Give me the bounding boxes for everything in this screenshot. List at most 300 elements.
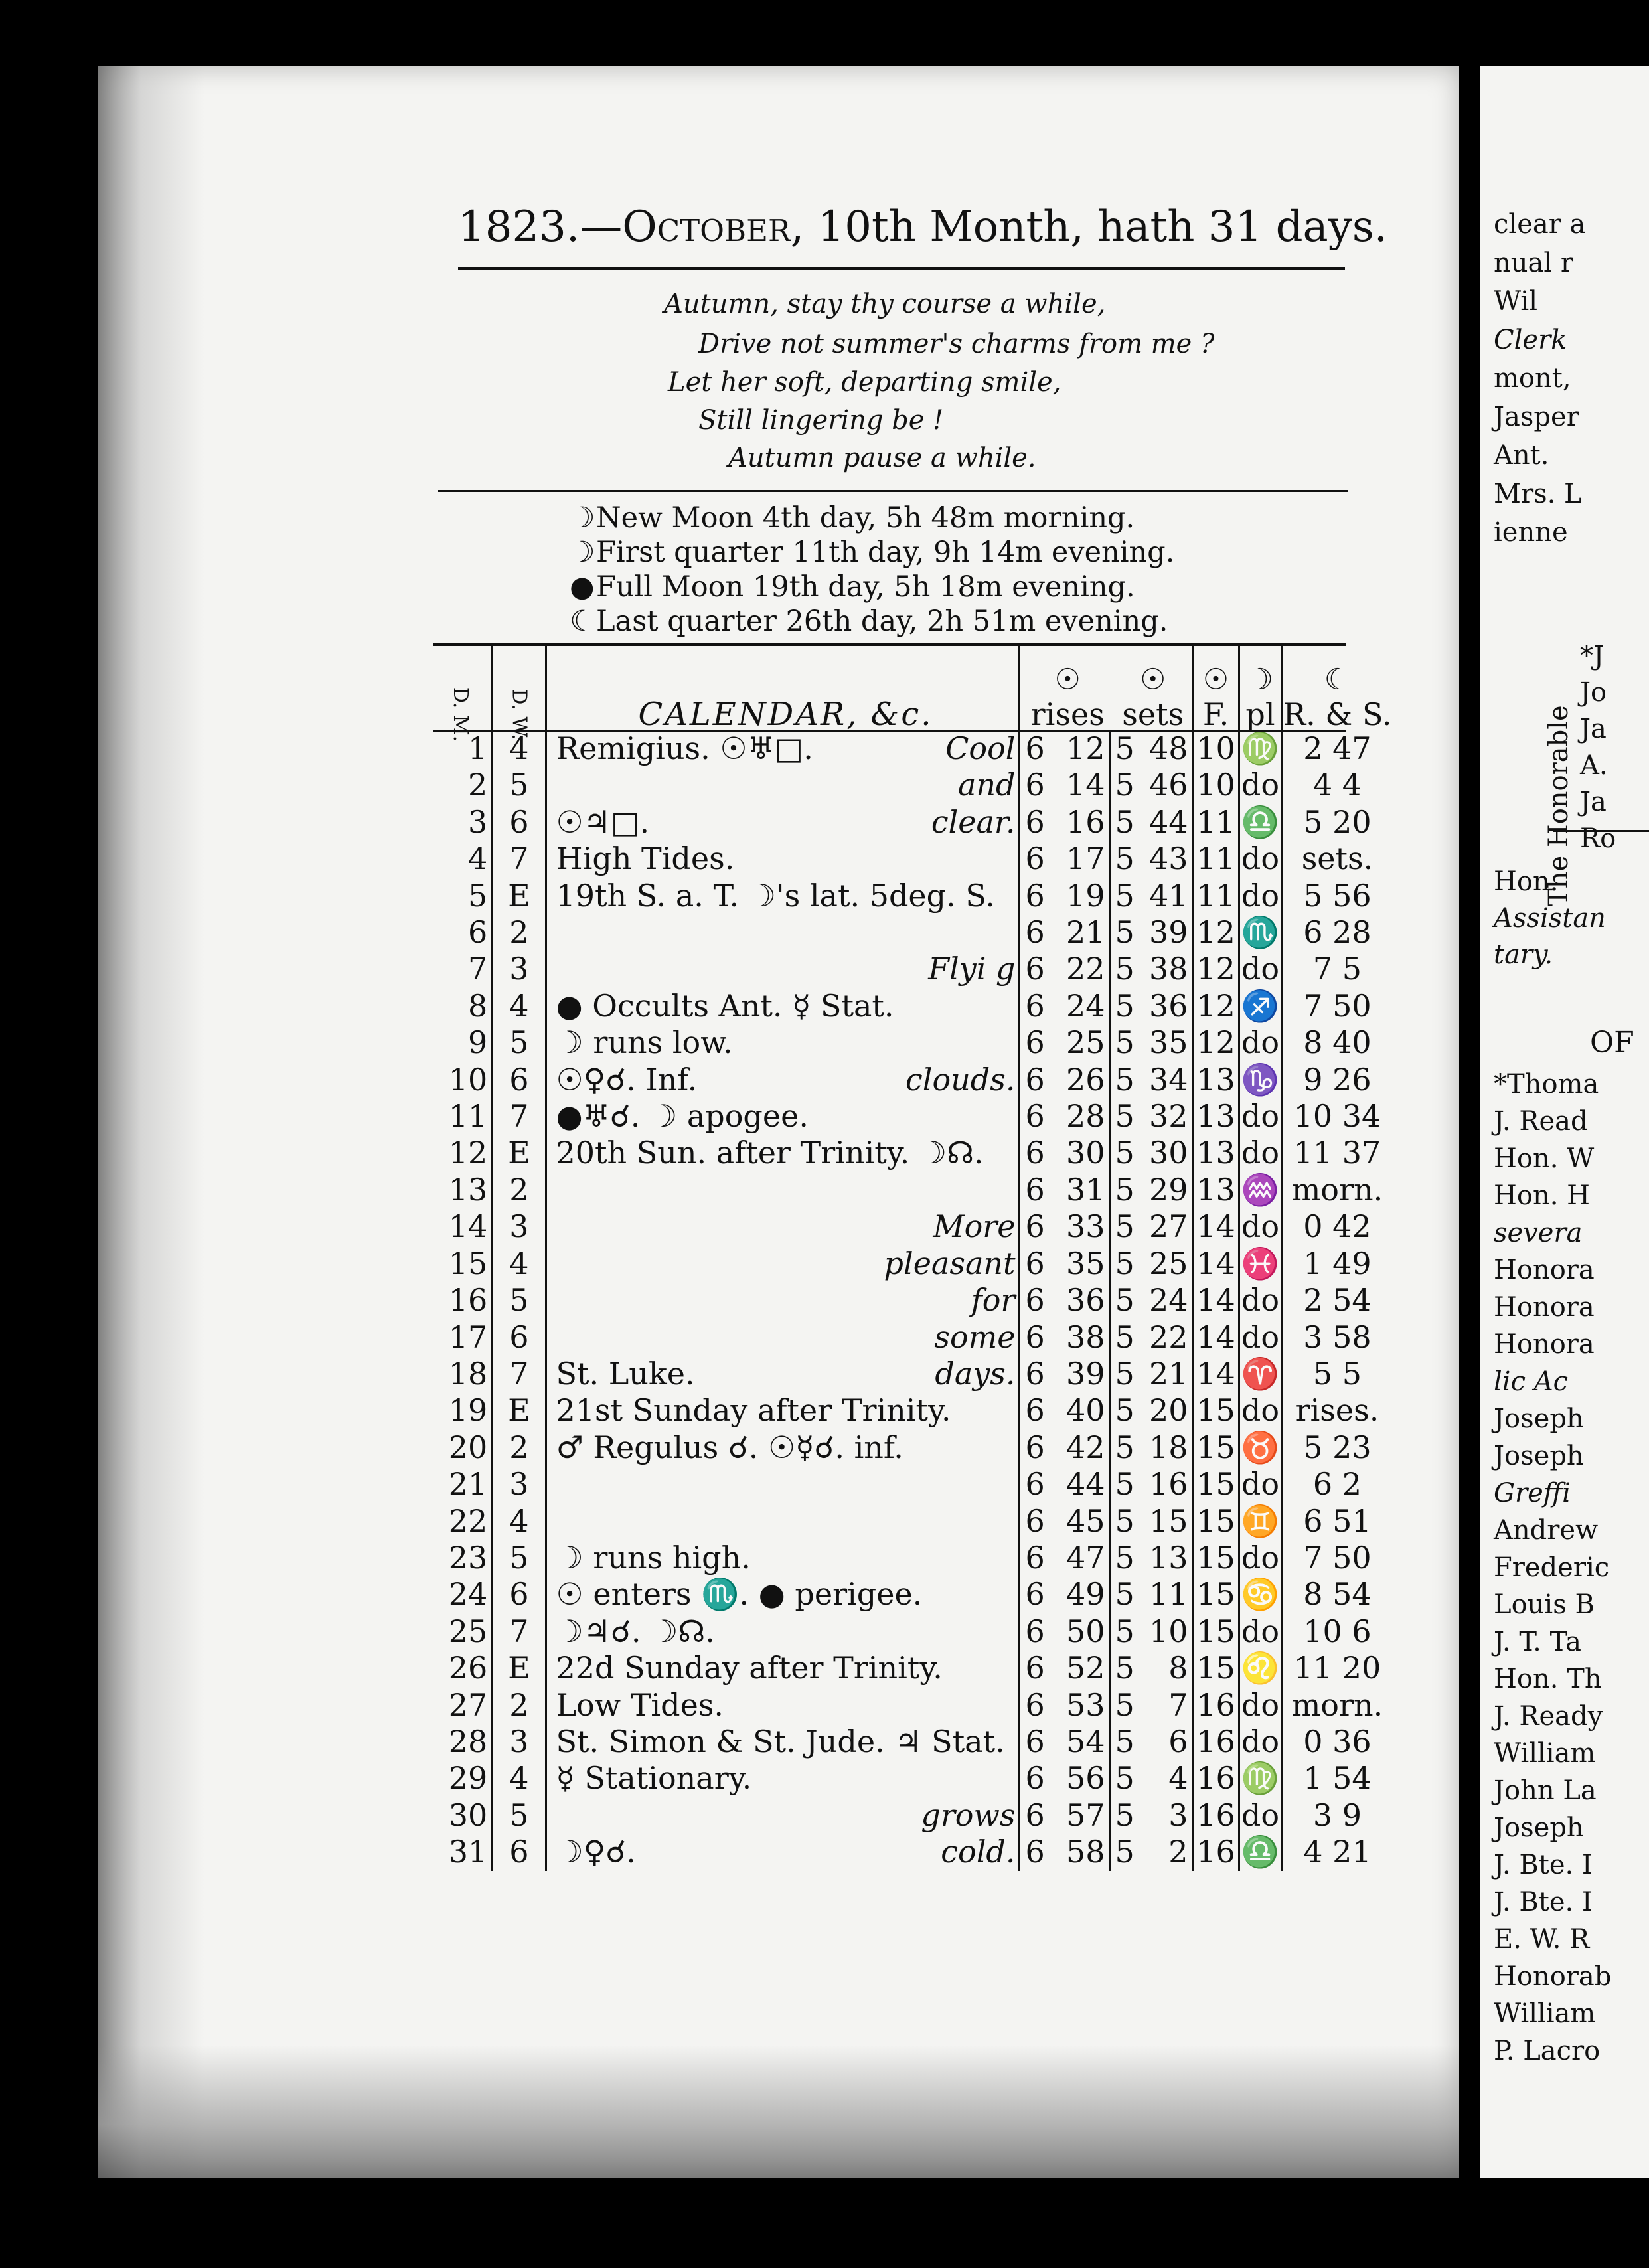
table-row <box>433 804 1391 841</box>
day-of-month-cell: 17 <box>433 1319 493 1356</box>
day-of-month-cell: 23 <box>433 1540 493 1576</box>
sunset-hour-cell: 5 <box>1115 803 1135 840</box>
full-sea-cell: 15 <box>1193 1540 1239 1576</box>
sunrise-hour-cell: 6 <box>1019 1282 1059 1319</box>
calendar-entry-cell <box>546 1024 1019 1061</box>
sunrise-hour-cell: 6 <box>1019 1429 1059 1466</box>
sunset-minute-cell: 13 <box>1142 1540 1194 1576</box>
moon-phase-line <box>570 501 1135 534</box>
sunrise-minute-cell: 53 <box>1059 1687 1111 1724</box>
header-year: 1823. <box>458 202 580 252</box>
day-of-week-cell: 4 <box>493 1760 546 1797</box>
table-row <box>433 1429 1391 1466</box>
table-row <box>433 1319 1391 1356</box>
sunset-minute-cell: 39 <box>1142 914 1194 951</box>
day-of-month-cell: 28 <box>433 1724 493 1760</box>
calendar-entry-cell <box>546 1797 1019 1834</box>
facing-page-line: Hon. Th <box>1494 1664 1602 1694</box>
facing-page-line: Hon. W <box>1494 1143 1595 1174</box>
day-of-month-cell: 11 <box>433 1098 493 1135</box>
page-bottom-edge <box>98 2045 1459 2178</box>
moon-phase-text: Full Moon 19th day, 5h 18m evening. <box>596 570 1135 604</box>
moon-place-cell: ♍ <box>1239 730 1282 767</box>
sunset-hour-cell: 5 <box>1115 767 1135 803</box>
moon-rises-sets-cell: 8 40 <box>1303 1024 1372 1061</box>
day-of-week-cell: 7 <box>493 1356 546 1392</box>
event-text: ● Occults Ant. ☿ Stat. <box>556 987 894 1024</box>
day-of-week-cell: 4 <box>493 1246 546 1282</box>
day-of-week-cell: 6 <box>493 804 546 841</box>
sunset-minute-cell: 25 <box>1142 1246 1194 1282</box>
table-row <box>433 1356 1391 1392</box>
sunrise-minute-cell: 35 <box>1059 1246 1111 1282</box>
sunset-minute-cell: 24 <box>1142 1282 1194 1319</box>
table-row <box>433 841 1391 877</box>
facing-page-line: Honora <box>1494 1255 1595 1285</box>
weather-text: some <box>934 1319 1016 1355</box>
poem-line: Still lingering be ! <box>698 405 944 436</box>
day-of-week-cell: 4 <box>493 730 546 767</box>
facing-page-line: ienne <box>1494 517 1568 548</box>
sunrise-minute-cell: 26 <box>1059 1062 1111 1098</box>
weather-text: Flyi g <box>928 951 1016 987</box>
sunset-hour-cell: 5 <box>1115 1760 1135 1797</box>
sunrise-minute-cell: 14 <box>1059 767 1111 803</box>
new-moon-icon: ☽ <box>570 501 595 534</box>
moon-phase-line <box>570 605 1168 638</box>
sunrise-hour-cell: 6 <box>1019 1613 1059 1650</box>
facing-page-line: tary. <box>1494 939 1553 970</box>
calendar-entry-cell <box>546 1834 1019 1870</box>
event-text: 19th S. a. T. ☽'s lat. 5deg. S. <box>556 877 995 914</box>
sunset-hour-cell: 5 <box>1115 841 1135 877</box>
event-text: High Tides. <box>556 841 735 877</box>
sunrise-minute-cell: 22 <box>1059 951 1111 987</box>
sunset-minute-cell: 7 <box>1142 1687 1194 1724</box>
day-of-week-cell: 5 <box>493 1282 546 1319</box>
moon-place-cell: do <box>1239 1098 1282 1135</box>
sunrise-hour-cell: 6 <box>1019 1135 1059 1171</box>
moon-place-cell: ♉ <box>1239 1429 1282 1466</box>
full-sea-cell: 16 <box>1193 1687 1239 1724</box>
sunrise-hour-cell: 6 <box>1019 1834 1059 1870</box>
table-row <box>433 951 1391 987</box>
calendar-entry-cell <box>546 1062 1019 1098</box>
day-of-month-cell: 31 <box>433 1834 493 1870</box>
moon-rises-sets-cell: 0 42 <box>1303 1208 1372 1245</box>
table-row <box>433 1724 1391 1760</box>
sunset-minute-cell: 32 <box>1142 1098 1194 1135</box>
day-of-month-cell: 3 <box>433 804 493 841</box>
col-sun-sets: ☉ sets <box>1110 644 1193 730</box>
first-quarter-icon: ☽ <box>570 536 595 569</box>
sunrise-hour-cell: 6 <box>1019 1024 1059 1061</box>
sunrise-minute-cell: 30 <box>1059 1135 1111 1171</box>
sunset-hour-cell: 5 <box>1115 1429 1135 1465</box>
sunrise-hour-cell: 6 <box>1019 1797 1059 1834</box>
poem-line: Drive not summer's charms from me ? <box>698 329 1215 359</box>
sunrise-hour-cell: 6 <box>1019 767 1059 803</box>
sunrise-minute-cell: 16 <box>1059 804 1111 841</box>
facing-page-line: severa <box>1494 1218 1583 1248</box>
moon-place-cell: do <box>1239 1613 1282 1650</box>
sunset-hour-cell: 5 <box>1115 1355 1135 1392</box>
calendar-entry-cell <box>546 1208 1019 1245</box>
facing-page-line: lic Ac <box>1494 1366 1568 1397</box>
sunrise-minute-cell: 54 <box>1059 1724 1111 1760</box>
moon-place-cell: ♒ <box>1239 1172 1282 1208</box>
moon-place-cell: do <box>1239 1540 1282 1576</box>
moon-rises-sets-cell: 6 2 <box>1312 1466 1362 1502</box>
col-day-of-week: D. W. <box>493 644 546 730</box>
sunset-hour-cell: 5 <box>1115 1797 1135 1833</box>
sunrise-hour-cell: 6 <box>1019 730 1059 767</box>
moon-place-cell: ♑ <box>1239 1062 1282 1098</box>
event-text: 22d Sunday after Trinity. <box>556 1650 943 1686</box>
moon-rises-sets-cell: 4 4 <box>1312 767 1362 803</box>
sunrise-minute-cell: 40 <box>1059 1392 1111 1429</box>
sunrise-hour-cell: 6 <box>1019 878 1059 914</box>
moon-place-cell: ♐ <box>1239 988 1282 1024</box>
table-row <box>433 988 1391 1024</box>
moon-place-cell: do <box>1239 1208 1282 1245</box>
day-of-week-cell: E <box>493 1135 546 1171</box>
event-text: 20th Sun. after Trinity. ☽☊. <box>556 1135 984 1171</box>
sunrise-hour-cell: 6 <box>1019 1760 1059 1797</box>
moon-rises-sets-cell: 1 49 <box>1303 1245 1372 1281</box>
table-row <box>433 1282 1391 1319</box>
sunrise-hour-cell: 6 <box>1019 841 1059 877</box>
moon-rises-sets-cell: 0 36 <box>1303 1723 1372 1759</box>
full-sea-cell: 16 <box>1193 1797 1239 1834</box>
full-sea-cell: 11 <box>1193 878 1239 914</box>
sunrise-hour-cell: 6 <box>1019 1724 1059 1760</box>
sunset-minute-cell: 46 <box>1142 767 1194 803</box>
sunrise-hour-cell: 6 <box>1019 1356 1059 1392</box>
sunrise-hour-cell: 6 <box>1019 951 1059 987</box>
moon-rises-sets-cell: 5 56 <box>1303 877 1372 914</box>
full-sea-cell: 15 <box>1193 1503 1239 1540</box>
moon-rises-sets-cell: 6 28 <box>1303 914 1372 951</box>
day-of-week-cell: E <box>493 878 546 914</box>
full-sea-cell: 15 <box>1193 1613 1239 1650</box>
facing-page-line: William <box>1494 1998 1596 2029</box>
day-of-week-cell: E <box>493 1650 546 1686</box>
col-sun-rises: ☉ rises <box>1019 644 1110 730</box>
sunrise-minute-cell: 42 <box>1059 1429 1111 1466</box>
moon-place-cell: do <box>1239 1319 1282 1356</box>
moon-rises-sets-cell: 2 47 <box>1303 730 1372 766</box>
calendar-entry-cell <box>546 1613 1019 1650</box>
calendar-entry-cell <box>546 1576 1019 1613</box>
full-sea-cell: 13 <box>1193 1098 1239 1135</box>
sunset-hour-cell: 5 <box>1115 1319 1135 1355</box>
day-of-week-cell: 3 <box>493 951 546 987</box>
moon-place-cell: ♎ <box>1239 1834 1282 1870</box>
facing-page-line: Joseph <box>1494 1404 1584 1434</box>
event-text: ☽♀☌. <box>556 1834 636 1870</box>
full-sea-cell: 14 <box>1193 1282 1239 1319</box>
day-of-week-cell: 4 <box>493 988 546 1024</box>
moon-rises-sets-cell: 7 50 <box>1303 987 1372 1024</box>
facing-page-line: Frederic <box>1494 1552 1610 1583</box>
sunrise-hour-cell: 6 <box>1019 1208 1059 1245</box>
sunset-hour-cell: 5 <box>1115 914 1135 951</box>
table-row <box>433 1613 1391 1650</box>
sunrise-minute-cell: 57 <box>1059 1797 1111 1834</box>
sunset-minute-cell: 35 <box>1142 1024 1194 1061</box>
full-sea-cell: 10 <box>1193 730 1239 767</box>
day-of-week-cell: 5 <box>493 1540 546 1576</box>
sunset-minute-cell: 43 <box>1142 841 1194 877</box>
day-of-month-cell: 5 <box>433 878 493 914</box>
facing-page-line: Hon. H <box>1494 1180 1591 1211</box>
day-of-week-cell: 3 <box>493 1466 546 1502</box>
sunset-minute-cell: 10 <box>1142 1613 1194 1650</box>
calendar-entry-cell <box>546 1135 1019 1171</box>
sunrise-hour-cell: 6 <box>1019 1172 1059 1208</box>
table-row <box>433 914 1391 951</box>
calendar-entry-cell <box>546 1650 1019 1686</box>
sunrise-minute-cell: 49 <box>1059 1576 1111 1613</box>
moon-place-cell: do <box>1239 1282 1282 1319</box>
facing-page-line: Clerk <box>1494 325 1567 355</box>
moon-place-cell: ♊ <box>1239 1503 1282 1540</box>
day-of-week-cell: 2 <box>493 1172 546 1208</box>
full-sea-cell: 14 <box>1193 1319 1239 1356</box>
calendar-entry-cell <box>546 767 1019 803</box>
table-row <box>433 1208 1391 1245</box>
day-of-week-cell: 6 <box>493 1062 546 1098</box>
table-row <box>433 1797 1391 1834</box>
full-sea-cell: 10 <box>1193 767 1239 803</box>
facing-page-line: William <box>1494 1738 1596 1769</box>
facing-page-line: Joseph <box>1494 1441 1584 1471</box>
calendar-entry-cell <box>546 1282 1019 1319</box>
moon-place-cell: do <box>1239 1466 1282 1502</box>
sunset-hour-cell: 5 <box>1115 1135 1135 1171</box>
full-sea-cell: 15 <box>1193 1466 1239 1502</box>
facing-page-line: Honora <box>1494 1329 1595 1360</box>
sun-icon: ☉ <box>1140 663 1166 696</box>
poem-line: Let her soft, departing smile, <box>668 367 1061 398</box>
full-sea-cell: 13 <box>1193 1135 1239 1171</box>
facing-page-line: J. T. Ta <box>1494 1627 1582 1657</box>
sunset-hour-cell: 5 <box>1115 1061 1135 1097</box>
sunrise-minute-cell: 56 <box>1059 1760 1111 1797</box>
sunset-hour-cell: 5 <box>1115 730 1135 766</box>
moon-rises-sets-cell: 8 54 <box>1303 1576 1372 1613</box>
sunrise-hour-cell: 6 <box>1019 1098 1059 1135</box>
full-sea-cell: 11 <box>1193 841 1239 877</box>
sunset-hour-cell: 5 <box>1115 1466 1135 1502</box>
table-row <box>433 1687 1391 1724</box>
full-sea-cell: 12 <box>1193 988 1239 1024</box>
day-of-month-cell: 6 <box>433 914 493 951</box>
sunset-hour-cell: 5 <box>1115 987 1135 1024</box>
moon-place-cell: ♋ <box>1239 1576 1282 1613</box>
sunset-minute-cell: 38 <box>1142 951 1194 987</box>
col-calendar: CALENDAR, &c. <box>638 696 933 733</box>
full-sea-cell: 15 <box>1193 1392 1239 1429</box>
event-text: ☽♃☌. ☽☊. <box>556 1613 715 1649</box>
calendar-entry-cell <box>546 988 1019 1024</box>
calendar-entry-cell <box>546 1098 1019 1135</box>
facing-page-line: J. Bte. I <box>1494 1850 1593 1880</box>
facing-page-line: Jo <box>1580 677 1607 708</box>
poem-rule <box>438 490 1348 492</box>
day-of-month-cell: 22 <box>433 1503 493 1540</box>
day-of-week-cell: 2 <box>493 1429 546 1466</box>
moon-place-cell: do <box>1239 951 1282 987</box>
facing-page-line: clear a <box>1494 209 1586 240</box>
sunrise-minute-cell: 52 <box>1059 1650 1111 1686</box>
sunset-hour-cell: 5 <box>1115 1723 1135 1759</box>
moon-place-cell: ♓ <box>1239 1246 1282 1282</box>
day-of-week-cell: 6 <box>493 1319 546 1356</box>
sunrise-hour-cell: 6 <box>1019 1540 1059 1576</box>
facing-page-line: Louis B <box>1494 1589 1595 1620</box>
sunset-hour-cell: 5 <box>1115 1576 1135 1613</box>
moon-place-cell: do <box>1239 1724 1282 1760</box>
calendar-entry-cell <box>546 1356 1019 1392</box>
moon-rises-sets-cell: 3 58 <box>1303 1319 1372 1355</box>
facing-page-line: J. Read <box>1494 1106 1588 1137</box>
weather-text: pleasant <box>884 1245 1016 1281</box>
sunset-hour-cell: 5 <box>1115 1650 1135 1686</box>
calendar-entry-cell <box>546 1246 1019 1282</box>
sunset-minute-cell: 3 <box>1142 1797 1194 1834</box>
moon-rises-sets-cell: 11 37 <box>1293 1135 1381 1171</box>
sunrise-hour-cell: 6 <box>1019 1392 1059 1429</box>
sunrise-hour-cell: 6 <box>1019 1466 1059 1502</box>
weather-text: for <box>971 1282 1016 1319</box>
sunset-minute-cell: 16 <box>1142 1466 1194 1502</box>
moon-rises-sets-cell: 2 54 <box>1303 1282 1372 1319</box>
full-sea-cell: 16 <box>1193 1834 1239 1870</box>
sunrise-minute-cell: 38 <box>1059 1319 1111 1356</box>
col-moon-rises-sets: ☾ R. & S. <box>1283 663 1392 732</box>
table-header-row <box>433 644 1391 730</box>
moon-phase-text: Last quarter 26th day, 2h 51m evening. <box>596 605 1168 638</box>
col-moon-place: ☽ pl <box>1239 644 1282 730</box>
sunrise-minute-cell: 21 <box>1059 914 1111 951</box>
moon-rises-sets-cell: 5 23 <box>1303 1429 1372 1465</box>
facing-page-line: Ro <box>1580 823 1616 854</box>
moon-rises-sets-cell: 7 50 <box>1303 1539 1372 1576</box>
calendar-entry-cell <box>546 1760 1019 1797</box>
day-of-month-cell: 12 <box>433 1135 493 1171</box>
calendar-entry-cell <box>546 841 1019 877</box>
full-sea-cell: 15 <box>1193 1650 1239 1686</box>
facing-page-line: nual r <box>1494 248 1573 278</box>
facing-page-line: Honora <box>1494 1292 1595 1323</box>
sunset-hour-cell: 5 <box>1115 1613 1135 1649</box>
event-text: St. Luke. <box>556 1355 695 1392</box>
moon-rises-sets-cell: 10 34 <box>1293 1098 1381 1135</box>
table-row <box>433 1540 1391 1576</box>
calendar-entry-cell <box>546 1429 1019 1466</box>
poem-line: Autumn, stay thy course a while, <box>664 289 1106 319</box>
weather-text: cold. <box>941 1834 1016 1870</box>
col-full-sea: ☉ F. <box>1193 644 1239 730</box>
moon-rises-sets-cell: sets. <box>1301 841 1374 877</box>
page-edge-shadow <box>98 66 204 2178</box>
full-sea-cell: 15 <box>1193 1429 1239 1466</box>
day-of-month-cell: 20 <box>433 1429 493 1466</box>
full-sea-cell: 13 <box>1193 1172 1239 1208</box>
moon-place-cell: do <box>1239 878 1282 914</box>
table-row <box>433 1098 1391 1135</box>
table-row <box>433 730 1391 767</box>
moon-rises-sets-cell: morn. <box>1291 1686 1383 1723</box>
sunset-hour-cell: 5 <box>1115 1171 1135 1208</box>
day-of-month-cell: 9 <box>433 1024 493 1061</box>
sunrise-minute-cell: 17 <box>1059 841 1111 877</box>
moon-rises-sets-cell: 9 26 <box>1303 1061 1372 1097</box>
table-row <box>433 767 1391 803</box>
moon-place-cell: ♎ <box>1239 804 1282 841</box>
sunset-hour-cell: 5 <box>1115 1502 1135 1539</box>
weather-text: grows <box>921 1797 1016 1833</box>
day-of-week-cell: 7 <box>493 1613 546 1650</box>
sunset-minute-cell: 6 <box>1142 1724 1194 1760</box>
facing-page-line: *Thoma <box>1494 1069 1599 1099</box>
day-of-week-cell: 2 <box>493 914 546 951</box>
table-row <box>433 1834 1391 1870</box>
moon-rises-sets-cell: 1 54 <box>1303 1760 1372 1797</box>
calendar-entry-cell <box>546 914 1019 951</box>
event-text: 21st Sunday after Trinity. <box>556 1392 951 1429</box>
facing-page-line: Ja <box>1580 714 1607 744</box>
sunset-hour-cell: 5 <box>1115 877 1135 914</box>
sunrise-minute-cell: 19 <box>1059 878 1111 914</box>
day-of-month-cell: 21 <box>433 1466 493 1502</box>
table-row <box>433 1135 1391 1171</box>
facing-page-line: Mrs. L <box>1494 479 1582 509</box>
day-of-week-cell: 5 <box>493 1024 546 1061</box>
facing-page-line: Andrew <box>1494 1515 1599 1546</box>
sunset-minute-cell: 22 <box>1142 1319 1194 1356</box>
moon-icon: ☾ <box>1324 663 1351 696</box>
header-rule <box>458 267 1345 270</box>
facing-page-line: Ant. <box>1494 440 1549 471</box>
event-text: Remigius. ☉♅□. <box>556 730 813 766</box>
calendar-entry-cell <box>546 1466 1019 1502</box>
table-row <box>433 878 1391 914</box>
calendar-body <box>433 730 1391 1871</box>
sunset-minute-cell: 15 <box>1142 1503 1194 1540</box>
moon-phase-line <box>570 536 1174 569</box>
event-text: ☉ enters ♏. ● perigee. <box>556 1576 923 1613</box>
event-text: ☿ Stationary. <box>556 1760 752 1797</box>
sunset-minute-cell: 36 <box>1142 988 1194 1024</box>
day-of-week-cell: 6 <box>493 1576 546 1613</box>
day-of-month-cell: 18 <box>433 1356 493 1392</box>
event-text: ☉♀☌. Inf. <box>556 1061 698 1097</box>
sunrise-minute-cell: 33 <box>1059 1208 1111 1245</box>
facing-page-line: mont, <box>1494 363 1571 394</box>
sunset-hour-cell: 5 <box>1115 1686 1135 1723</box>
sunrise-minute-cell: 50 <box>1059 1613 1111 1650</box>
facing-page-line: John La <box>1494 1775 1597 1806</box>
day-of-month-cell: 16 <box>433 1282 493 1319</box>
moon-rises-sets-cell: 5 20 <box>1303 803 1372 840</box>
table-row <box>433 1503 1391 1540</box>
day-of-week-cell: 2 <box>493 1687 546 1724</box>
event-text: Low Tides. <box>556 1686 724 1723</box>
day-of-month-cell: 13 <box>433 1172 493 1208</box>
